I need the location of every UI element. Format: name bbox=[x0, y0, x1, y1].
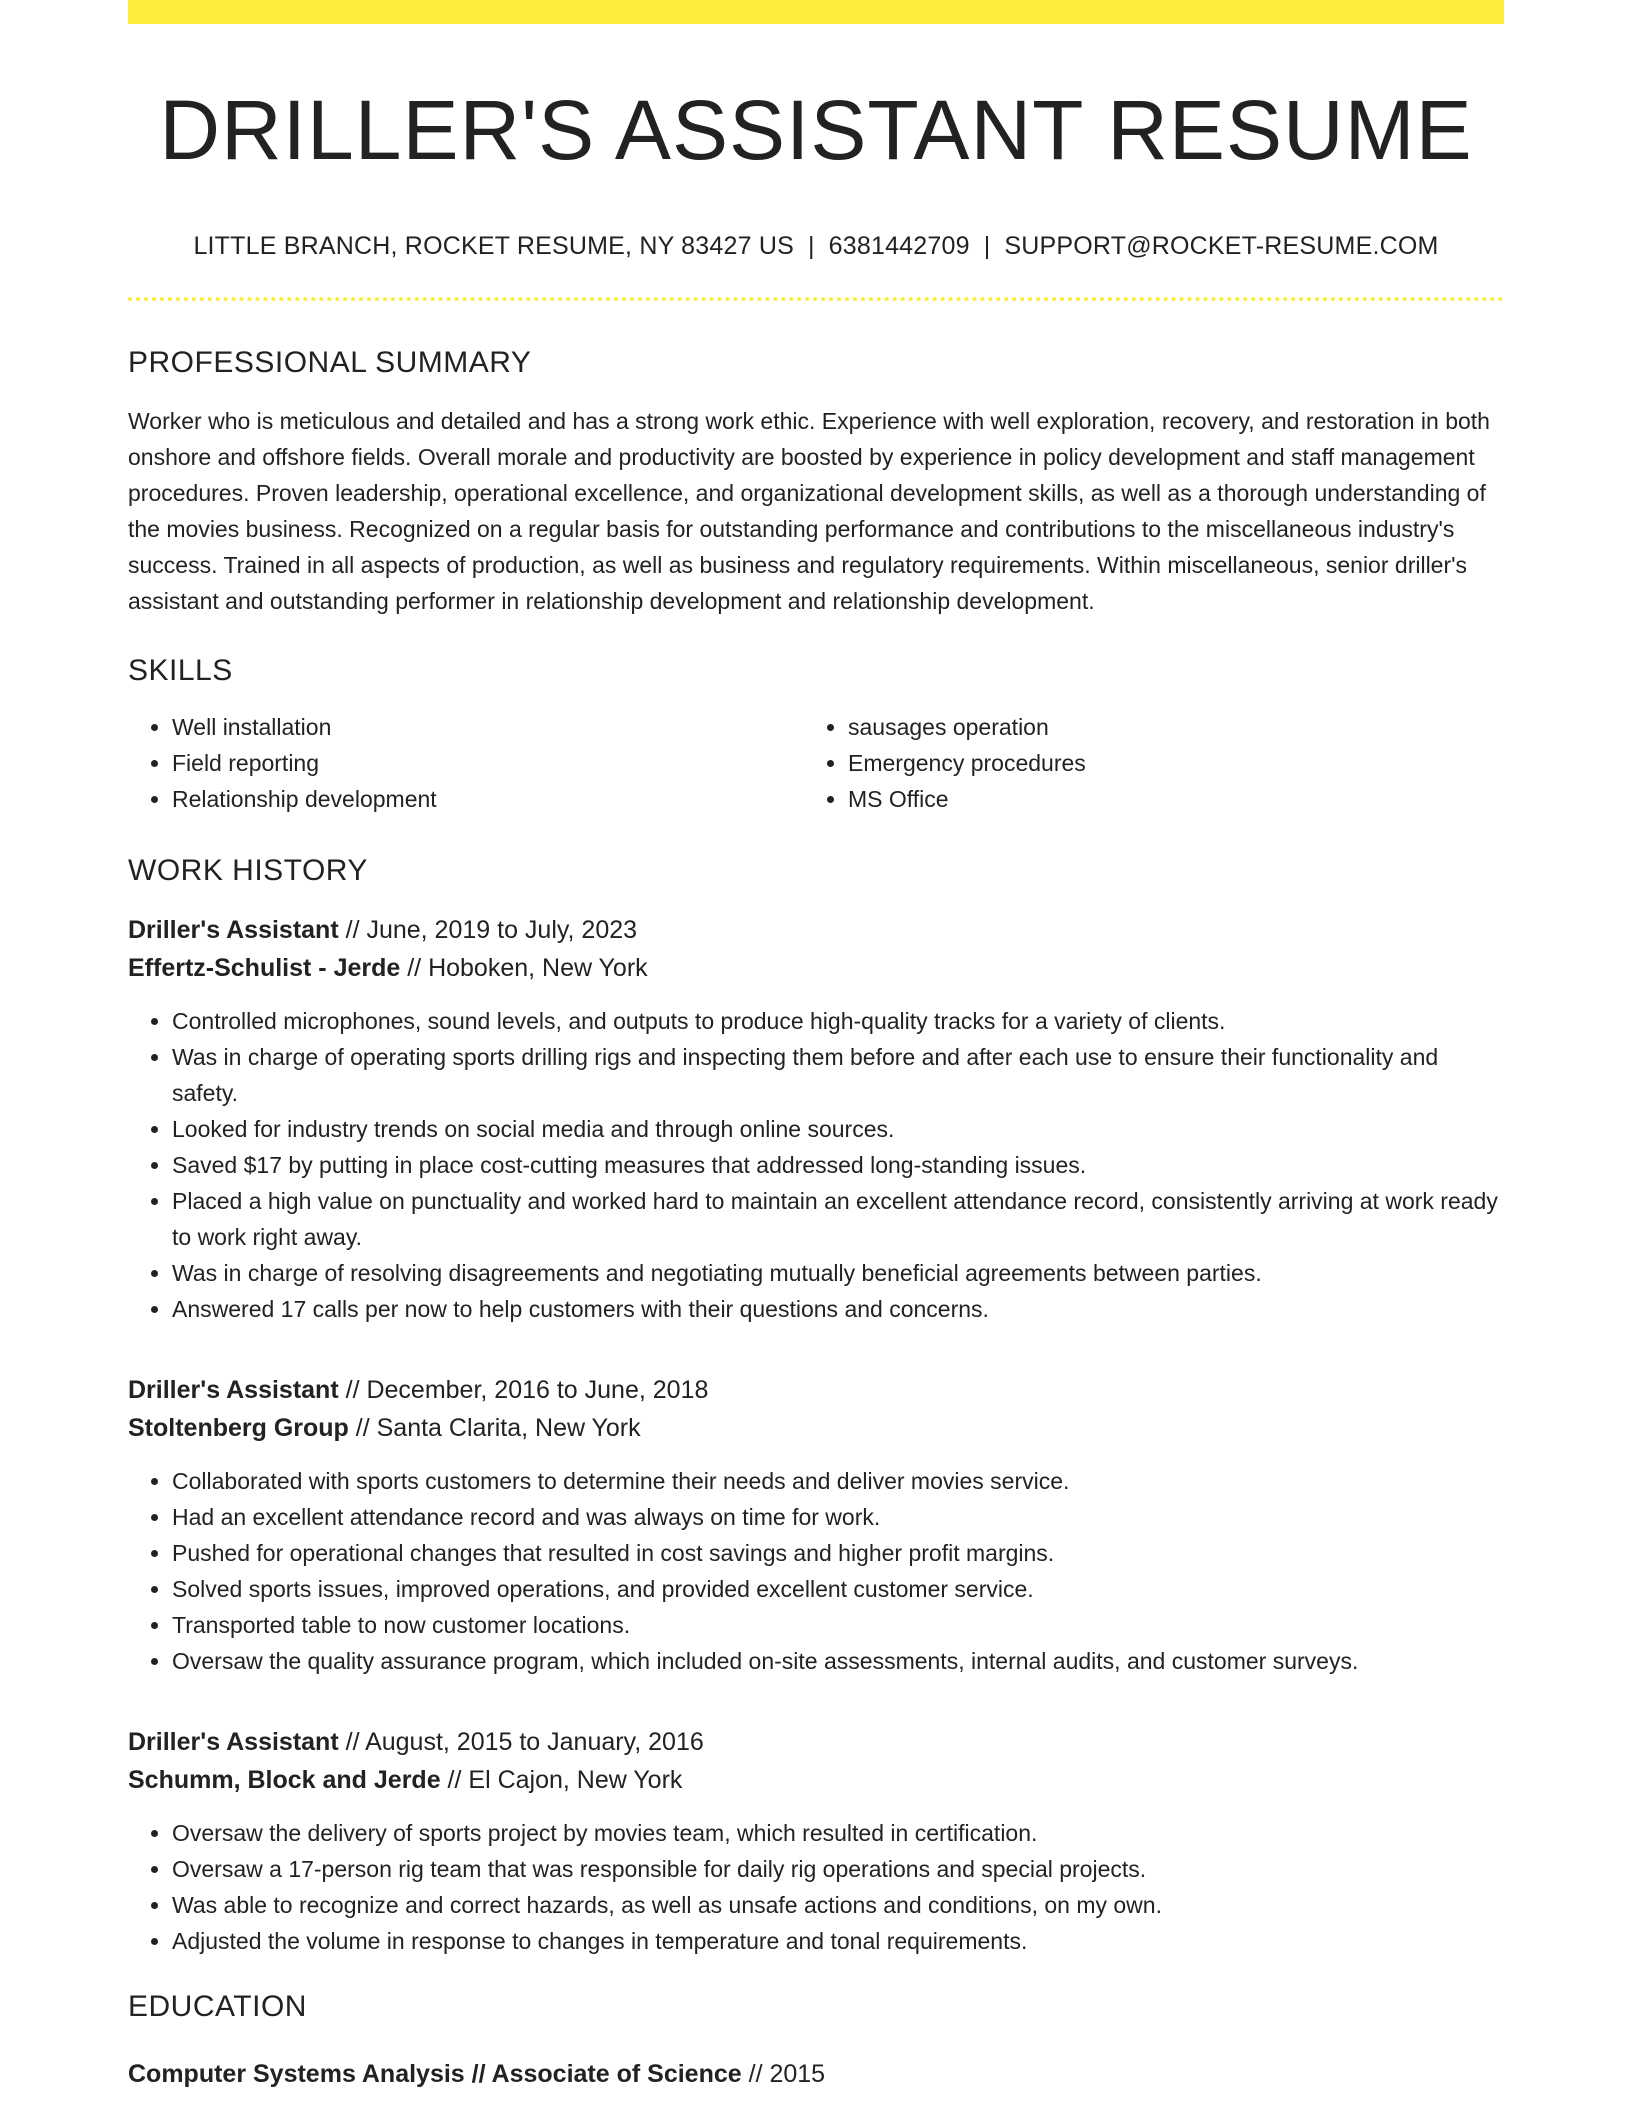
job-title: Driller's Assistant bbox=[128, 1376, 339, 1405]
job-bullet: • Was in charge of operating sports drilling rigs and inspecting them before and after each use to ensure their functionality and safety. bbox=[172, 1039, 1504, 1111]
job-company: Effertz-Schulist - Jerde bbox=[128, 954, 401, 983]
skill-item: • Well installation bbox=[172, 709, 804, 745]
skill-item: • Relationship development bbox=[172, 781, 804, 817]
skills-list bbox=[128, 709, 1504, 817]
job-bullets bbox=[128, 1815, 1504, 1959]
job-bullet: • Looked for industry trends on social media and through online sources. bbox=[172, 1111, 1504, 1147]
skill-item: • Field reporting bbox=[172, 745, 804, 781]
contact-line bbox=[128, 232, 1504, 261]
job-bullet: • Saved $17 by putting in place cost-cutting measures that addressed long-standing issues. bbox=[172, 1147, 1504, 1183]
job-company-line bbox=[128, 949, 1504, 987]
accent-top-bar bbox=[128, 0, 1504, 24]
job-dates: // August, 2015 to January, 2016 bbox=[338, 1728, 704, 1757]
job-bullet: • Answered 17 calls per now to help customers with their questions and concerns. bbox=[172, 1291, 1504, 1327]
skill-item: • Emergency procedures bbox=[848, 745, 1480, 781]
contact-separator: | bbox=[807, 232, 815, 261]
job-bullet: • Pushed for operational changes that resulted in cost savings and higher profit margins. bbox=[172, 1535, 1504, 1571]
dotted-divider bbox=[128, 297, 1504, 301]
job-bullet: • Oversaw a 17-person rig team that was responsible for daily rig operations and special projects. bbox=[172, 1851, 1504, 1887]
job-title-line bbox=[128, 1371, 1504, 1409]
job-company: Stoltenberg Group bbox=[128, 1414, 349, 1443]
education-entry bbox=[128, 2055, 1504, 2093]
job-location: // Santa Clarita, New York bbox=[348, 1414, 641, 1443]
job-bullets bbox=[128, 1003, 1504, 1327]
job-title: Driller's Assistant bbox=[128, 916, 339, 945]
page-title: DRILLER'S ASSISTANT RESUME bbox=[159, 83, 1473, 177]
summary-heading: PROFESSIONAL SUMMARY bbox=[128, 346, 532, 380]
job-title-line bbox=[128, 1723, 1504, 1761]
summary-text: Worker who is meticulous and detailed and has a strong work ethic. Experience with well exploration, recovery, and restoration in both onshore and offshore fields. Overall morale and productivity are boosted by experience in policy development and staff management procedures. Proven leadership, operational excellence, and organizational development skills, as well as a thorough understanding of the movies business. Recognized on a regular basis for outstanding performance and contributions to the miscellaneous industry's success. Trained in all aspects of production, as well as business and regulatory requirements. Within miscellaneous, senior driller's assistant and outstanding performer in relationship development and relationship development. bbox=[128, 408, 1490, 615]
job-bullet: • Adjusted the volume in response to changes in temperature and tonal requirements. bbox=[172, 1923, 1504, 1959]
job-title: Driller's Assistant bbox=[128, 1728, 339, 1757]
contact-email: SUPPORT@ROCKET-RESUME.COM bbox=[1004, 232, 1439, 261]
job-title-line bbox=[128, 911, 1504, 949]
contact-phone: 6381442709 bbox=[828, 232, 970, 261]
skill-item: • sausages operation bbox=[848, 709, 1480, 745]
job-company-line bbox=[128, 1761, 1504, 1799]
skills-heading: SKILLS bbox=[128, 654, 233, 688]
job-bullet: • Oversaw the quality assurance program, which included on-site assessments, internal audits, and customer surveys. bbox=[172, 1643, 1504, 1679]
education-heading: EDUCATION bbox=[128, 1990, 307, 2024]
job-dates: // June, 2019 to July, 2023 bbox=[338, 916, 638, 945]
job-bullet: • Controlled microphones, sound levels, and outputs to produce high-quality tracks for a variety of clients. bbox=[172, 1003, 1504, 1039]
job-bullet: • Transported table to now customer locations. bbox=[172, 1607, 1504, 1643]
job-bullet: • Solved sports issues, improved operations, and provided excellent customer service. bbox=[172, 1571, 1504, 1607]
work-history-heading: WORK HISTORY bbox=[128, 854, 368, 888]
job-entry bbox=[128, 911, 1504, 1327]
job-company-line bbox=[128, 1409, 1504, 1447]
job-company: Schumm, Block and Jerde bbox=[128, 1766, 441, 1795]
education-year: // 2015 bbox=[741, 2060, 826, 2089]
job-bullet: • Oversaw the delivery of sports project by movies team, which resulted in certification. bbox=[172, 1815, 1504, 1851]
job-bullet: • Placed a high value on punctuality and worked hard to maintain an excellent attendance record, consistently arriving at work ready to work right away. bbox=[172, 1183, 1504, 1255]
job-dates: // December, 2016 to June, 2018 bbox=[338, 1376, 709, 1405]
skill-item: • MS Office bbox=[848, 781, 1480, 817]
job-bullet: • Was able to recognize and correct hazards, as well as unsafe actions and conditions, on my own. bbox=[172, 1887, 1504, 1923]
job-location: // Hoboken, New York bbox=[400, 954, 648, 983]
skills-column-right bbox=[804, 709, 1480, 817]
job-bullet: • Collaborated with sports customers to determine their needs and deliver movies service. bbox=[172, 1463, 1504, 1499]
job-bullets bbox=[128, 1463, 1504, 1679]
job-bullet: • Had an excellent attendance record and was always on time for work. bbox=[172, 1499, 1504, 1535]
job-bullet: • Was in charge of resolving disagreements and negotiating mutually beneficial agreements between parties. bbox=[172, 1255, 1504, 1291]
contact-separator: | bbox=[983, 232, 991, 261]
resume-page bbox=[128, 0, 1504, 2093]
job-location: // El Cajon, New York bbox=[440, 1766, 683, 1795]
skills-column-left bbox=[128, 709, 804, 817]
education-degree: Computer Systems Analysis // Associate of Science bbox=[128, 2060, 742, 2089]
job-entry bbox=[128, 1371, 1504, 1679]
job-entry bbox=[128, 1723, 1504, 1959]
contact-address: LITTLE BRANCH, ROCKET RESUME, NY 83427 US bbox=[193, 232, 794, 261]
